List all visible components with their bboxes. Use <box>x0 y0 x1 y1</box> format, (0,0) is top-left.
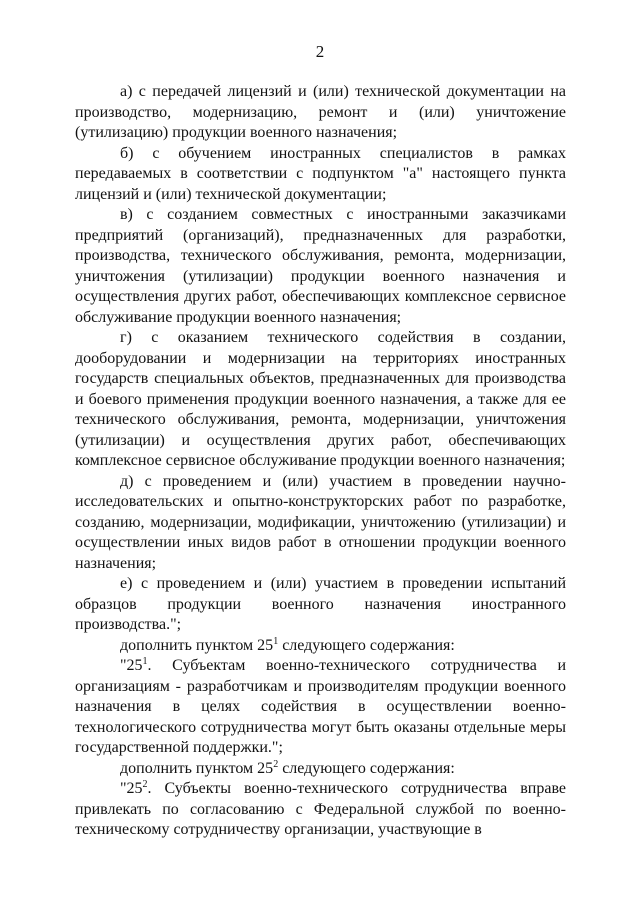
page-number: 2 <box>315 42 325 61</box>
document-body <box>75 82 566 841</box>
amendment-text-pre: дополнить пунктом 25 <box>120 636 274 654</box>
superscript: 2 <box>142 779 148 790</box>
clause-25-2 <box>75 779 566 841</box>
paragraph-d: д) с проведением и (или) участием в проведении научно-исследовательских и опытно-конструкторских работ по разработке, созданию, модернизации, модификации, уничтожению (утилизации) и осуществлении иных видов работ в отношении продукции военного назначения; <box>75 472 566 572</box>
superscript: 1 <box>273 635 279 647</box>
clause-text-post: . Субъектам военно-технического сотрудничества и организациям - разработчикам и производителям продукции военного назначения в целях содействия в осуществлении военно-технологического сотрудничества могут быть оказаны отдельные меры государственной поддержки."; <box>75 657 566 756</box>
superscript: 2 <box>273 758 279 770</box>
amendment-text-pre: дополнить пунктом 25 <box>120 759 274 777</box>
paragraph-e: е) с проведением и (или) участием в проведении испытаний образцов продукции военного назначения иностранного производства."; <box>75 575 566 633</box>
amendment-add-25-1 <box>75 636 566 657</box>
paragraph-b: б) с обучением иностранных специалистов в рамках передаваемых в соответствии с подпунктом "а" настоящего пункта лицензий и (или) технической документации; <box>75 144 566 203</box>
amendment-text-post: следующего содержания: <box>278 759 455 777</box>
amendment-text-post: следующего содержания: <box>278 636 455 654</box>
paragraph-v: в) с созданием совместных с иностранными заказчиками предприятий (организаций), предназначенных для разработки, производства, технического обслуживания, ремонта, модернизации, уничтожения (утилизации) продукции военного назначения и осуществления других работ, обеспечивающих комплексное сервисное обслуживание продукции военного назначения; <box>75 206 566 326</box>
clause-text-post: . Субъекты военно-технического сотрудничества вправе привлекать по согласованию с Федеральной службой по военно-техническому сотрудничеству организации, участвующие в <box>75 780 566 838</box>
clause-text-pre: "25 <box>120 657 143 674</box>
amendment-add-25-2 <box>75 759 566 780</box>
clause-text-pre: "25 <box>120 780 143 797</box>
paragraph-a: а) с передачей лицензий и (или) технической документации на производство, модернизацию, ремонт и (или) уничтожение (утилизацию) продукции военного назначения; <box>75 83 566 141</box>
clause-25-1 <box>75 656 566 759</box>
paragraph-g: г) с оказанием технического содействия в создании, дооборудовании и модернизации на территориях иностранных государств специальных объектов, предназначенных для производства и боевого применения продукции военного назначения, а также для ее технического обслуживания, ремонта, модернизации, уничтожения (утилизации) и осуществления других работ, обеспечивающих комплексное сервисное обслуживание продукции военного назначения; <box>75 329 566 469</box>
superscript: 1 <box>142 656 148 667</box>
